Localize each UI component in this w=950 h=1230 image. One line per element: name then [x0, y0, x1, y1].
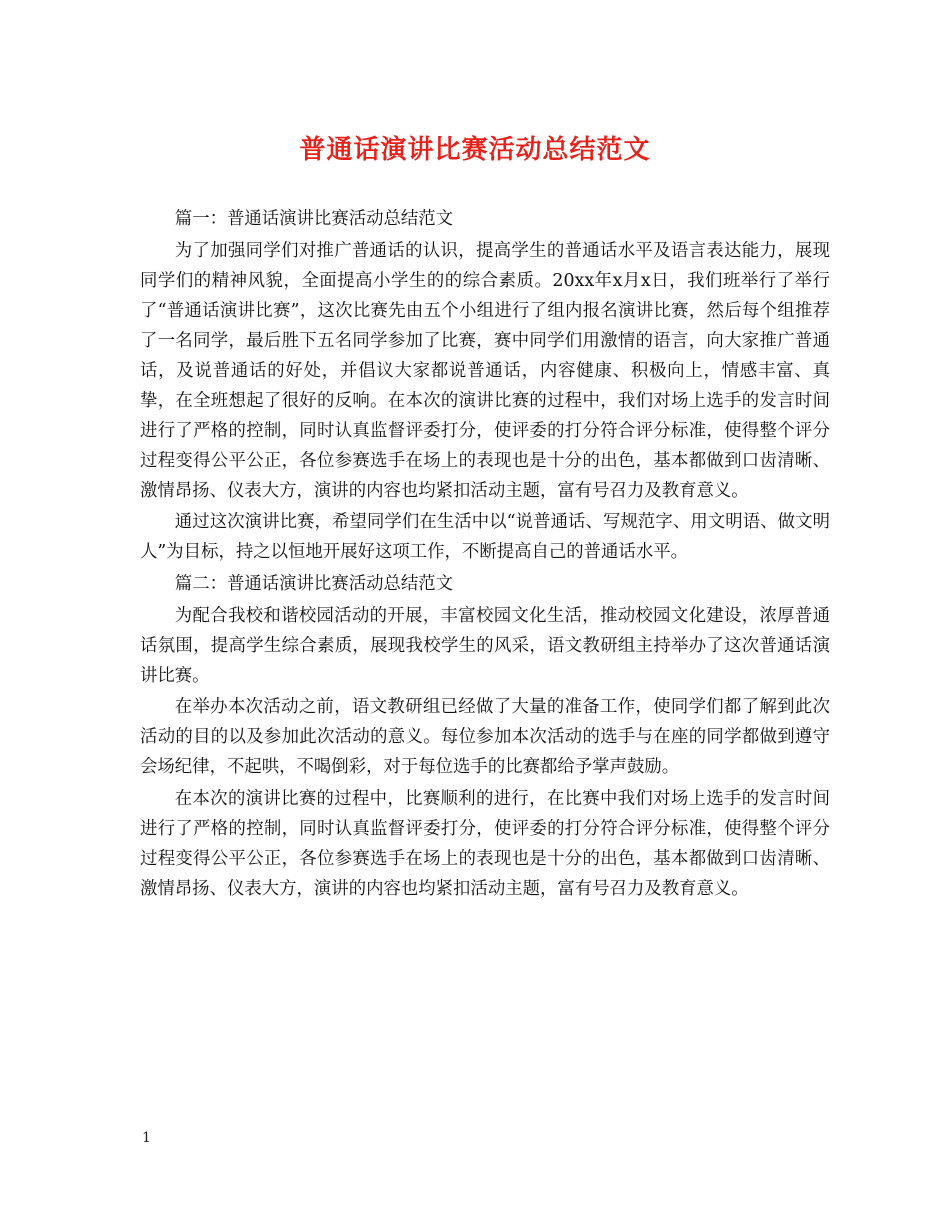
paragraph: 通过这次演讲比赛，希望同学们在生活中以“说普通话、写规范字、用文明语、做文明人”为目标，持之以恒地开展好这项工作，不断提高自己的普通话水平。 — [140, 512, 830, 563]
paragraph: 在举办本次活动之前，语文教研组已经做了大量的准备工作，使同学们都了解到此次活动的目的以及参加此次活动的意义。每位参加本次活动的选手与在座的同学都做到遵守会场纪律，不起哄，不喝倒彩，对于每位选手的比赛都给予掌声鼓励。 — [140, 697, 830, 778]
paragraph: 为了加强同学们对推广普通话的认识，提高学生的普通话水平及语言表达能力，展现同学们的精神风貌，全面提高小学生的的综合素质。20xx年x月x日，我们班举行了举行了“普通话演讲比赛”，这次比赛先由五个小组进行了组内报名演讲比赛，然后每个组推荐了一名同学，最后胜下五名同学参加了比赛，赛中同学们用激情的语言，向大家推广普通话，及说普通话的好处，并倡议大家都说普通话，内容健康、积极向上，情感丰富、真挚，在全班想起了很好的反响。在本次的演讲比赛的过程中，我们对场上选手的发言时间进行了严格的控制，同时认真监督评委打分，使评委的打分符合评分标准，使得整个评分过程变得公平公正，各位参赛选手在场上的表现也是十分的出色，基本都做到口齿清晰、激情昂扬、仪表大方，演讲的内容也均紧扣活动主题，富有号召力及教育意义。 — [140, 240, 830, 501]
page-number: 1 — [142, 1130, 151, 1146]
paragraph: 为配合我校和谐校园活动的开展，丰富校园文化生活，推动校园文化建设，浓厚普通话氛围，提高学生综合素质，展现我校学生的风采，语文教研组主持举办了这次普通话演讲比赛。 — [140, 605, 830, 686]
section-heading-1: 篇一：普通话演讲比赛活动总结范文 — [174, 209, 454, 229]
document-body — [140, 204, 830, 906]
document-title: 普通话演讲比赛活动总结范文 — [299, 135, 651, 165]
paragraph: 在本次的演讲比赛的过程中，比赛顺利的进行，在比赛中我们对场上选手的发言时间进行了严格的控制，同时认真监督评委打分，使评委的打分符合评分标准，使得整个评分过程变得公平公正，各位参赛选手在场上的表现也是十分的出色，基本都做到口齿清晰、激情昂扬、仪表大方，演讲的内容也均紧扣活动主题，富有号召力及教育意义。 — [140, 789, 830, 900]
section-heading-2: 篇二：普通话演讲比赛活动总结范文 — [174, 574, 454, 595]
